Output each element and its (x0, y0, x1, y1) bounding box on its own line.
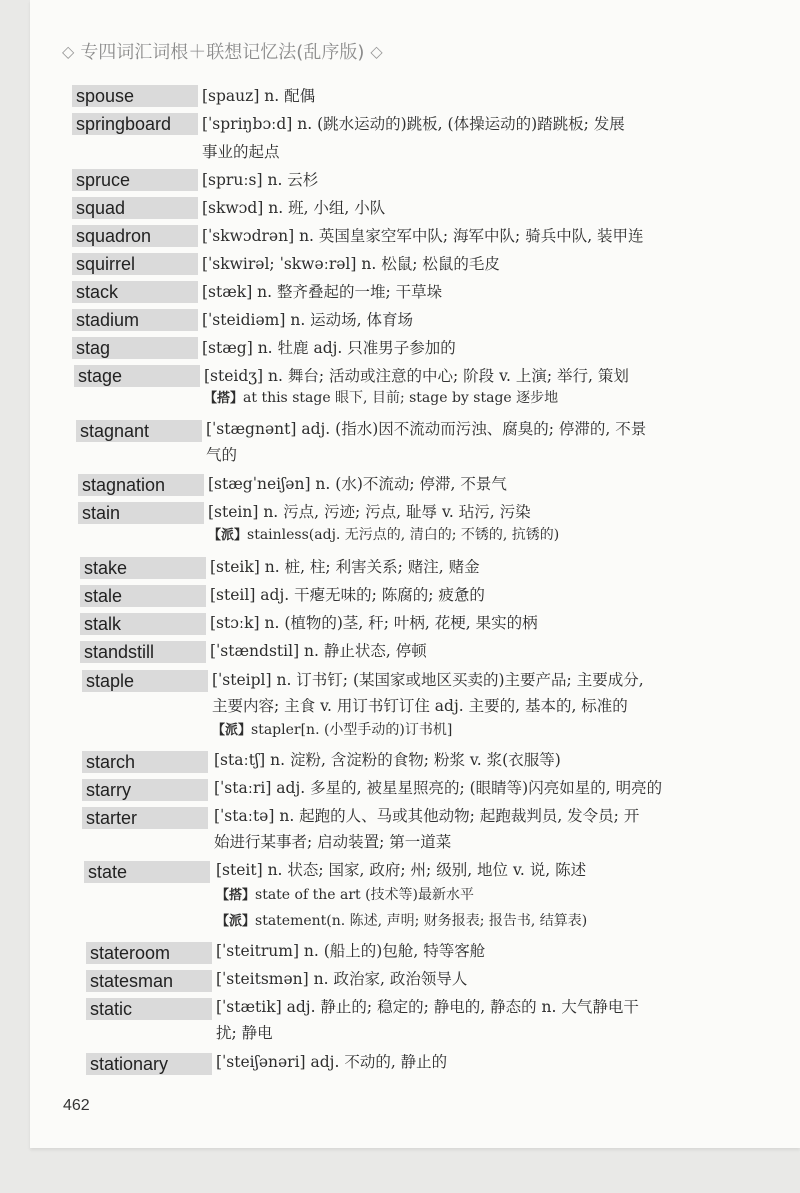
headword: squad (72, 197, 198, 219)
definition: [steil] adj. 干瘪无味的; 陈腐的; 疲惫的 (210, 586, 485, 604)
collocation-text: state of the art (技术等)最新水平 (255, 887, 475, 903)
definition-continued: 扰; 静电 (216, 1024, 273, 1042)
definition: [skwɔd] n. 班, 小组, 小队 (202, 199, 386, 217)
definition: [stægˈneiʃən] n. (水)不流动; 停滞, 不景气 (208, 475, 507, 493)
headword: stain (78, 502, 204, 524)
headword: stalk (80, 613, 206, 635)
headword: statesman (86, 970, 212, 992)
definition: [stein] n. 污点, 污迹; 污点, 耻辱 v. 玷污, 污染 (208, 503, 531, 521)
definition-continued: 事业的起点 (202, 143, 280, 161)
headword: stag (72, 337, 198, 359)
headword: static (86, 998, 212, 1020)
headword: stationary (86, 1053, 212, 1075)
definition: [ˈskwɔdrən] n. 英国皇家空军中队; 海军中队; 骑兵中队, 装甲连 (202, 227, 644, 245)
headword: state (84, 861, 210, 883)
headword: stagnation (78, 474, 204, 496)
definition: [ˈstaːri] adj. 多星的, 被星星照亮的; (眼睛等)闪亮如星的, 明亮的 (214, 779, 663, 797)
derivative-text: statement(n. 陈述, 声明; 财务报表; 报告书, 结算表) (255, 913, 588, 929)
headword: spouse (72, 85, 198, 107)
derivative-line (212, 720, 452, 741)
derivative-line (208, 525, 559, 546)
definition: [staːtʃ] n. 淀粉, 含淀粉的食物; 粉浆 v. 浆(衣服等) (214, 751, 561, 769)
headword: stadium (72, 309, 198, 331)
page-number: 462 (63, 1097, 90, 1114)
definition: [ˈstætik] adj. 静止的; 稳定的; 静电的, 静态的 n. 大气静电干 (216, 998, 639, 1016)
definition: [ˈstændstil] n. 静止状态, 停顿 (210, 642, 427, 660)
definition: [spauz] n. 配偶 (202, 87, 316, 105)
headword: stagnant (76, 420, 202, 442)
headword: spruce (72, 169, 198, 191)
definition: [ˈsteiʃənəri] adj. 不动的, 静止的 (216, 1053, 448, 1071)
definition: [stæk] n. 整齐叠起的一堆; 干草垛 (202, 283, 443, 301)
collocation-tag: 【搭】 (216, 888, 256, 903)
derivative-text: stapler[n. (小型手动的)订书机] (251, 722, 453, 738)
headword: stateroom (86, 942, 212, 964)
headword: springboard (72, 113, 198, 135)
headword: stake (80, 557, 206, 579)
headword: staple (82, 670, 208, 692)
derivative-tag: 【派】 (212, 723, 252, 738)
headword: starch (82, 751, 208, 773)
derivative-line (216, 911, 587, 932)
definition: [stɔːk] n. (植物的)茎, 秆; 叶柄, 花梗, 果实的柄 (210, 614, 538, 632)
definition: [stæg] n. 牡鹿 adj. 只准男子参加的 (202, 339, 456, 357)
definition-continued: 气的 (206, 446, 238, 464)
headword: stale (80, 585, 206, 607)
definition: [ˈspriŋbɔːd] n. (跳水运动的)跳板, (体操运动的)踏跳板; 发展 (202, 115, 625, 133)
definition: [ˈsteipl] n. 订书钉; (某国家或地区买卖的)主要产品; 主要成分, (212, 671, 644, 689)
definition: [ˈsteidiəm] n. 运动场, 体育场 (202, 311, 414, 329)
page-header (62, 38, 383, 64)
definition: [steidʒ] n. 舞台; 活动或注意的中心; 阶段 v. 上演; 举行, 策划 (204, 367, 629, 385)
definition: [ˈsteitsmən] n. 政治家, 政治领导人 (216, 970, 468, 988)
collocation-line (216, 885, 474, 906)
collocation-text: at this stage 眼下, 目前; stage by stage 逐步地 (243, 390, 559, 406)
definition: [ˈstægnənt] adj. (指水)因不流动而污浊、腐臭的; 停滞的, 不景 (206, 420, 647, 438)
collocation-tag: 【搭】 (204, 391, 244, 406)
definition: [ˈsteitrum] n. (船上的)包舱, 特等客舱 (216, 942, 486, 960)
headword: stage (74, 365, 200, 387)
headword: starry (82, 779, 208, 801)
definition: [steik] n. 桩, 柱; 利害关系; 赌注, 赌金 (210, 558, 480, 576)
headword: squirrel (72, 253, 198, 275)
header-title: 专四词汇词根＋联想记忆法(乱序版) (80, 42, 365, 63)
derivative-tag: 【派】 (208, 528, 248, 543)
hollow-diamond-icon: ◇ (62, 41, 75, 61)
definition: [ˈskwirəl; ˈskwəːrəl] n. 松鼠; 松鼠的毛皮 (202, 255, 500, 273)
headword: starter (82, 807, 208, 829)
headword: standstill (80, 641, 206, 663)
definition: [spruːs] n. 云杉 (202, 171, 319, 189)
derivative-tag: 【派】 (216, 914, 256, 929)
headword: stack (72, 281, 198, 303)
headword: squadron (72, 225, 198, 247)
definition-continued: 主要内容; 主食 v. 用订书钉订住 adj. 主要的, 基本的, 标准的 (212, 697, 628, 715)
derivative-text: stainless(adj. 无污点的, 清白的; 不锈的, 抗锈的) (247, 527, 560, 543)
definition: [steit] n. 状态; 国家, 政府; 州; 级别, 地位 v. 说, 陈述 (216, 861, 587, 879)
collocation-line (204, 388, 558, 409)
hollow-diamond-icon: ◇ (370, 41, 383, 61)
definition-continued: 始进行某事者; 启动装置; 第一道菜 (214, 833, 452, 851)
definition: [ˈstaːtə] n. 起跑的人、马或其他动物; 起跑裁判员, 发令员; 开 (214, 807, 640, 825)
